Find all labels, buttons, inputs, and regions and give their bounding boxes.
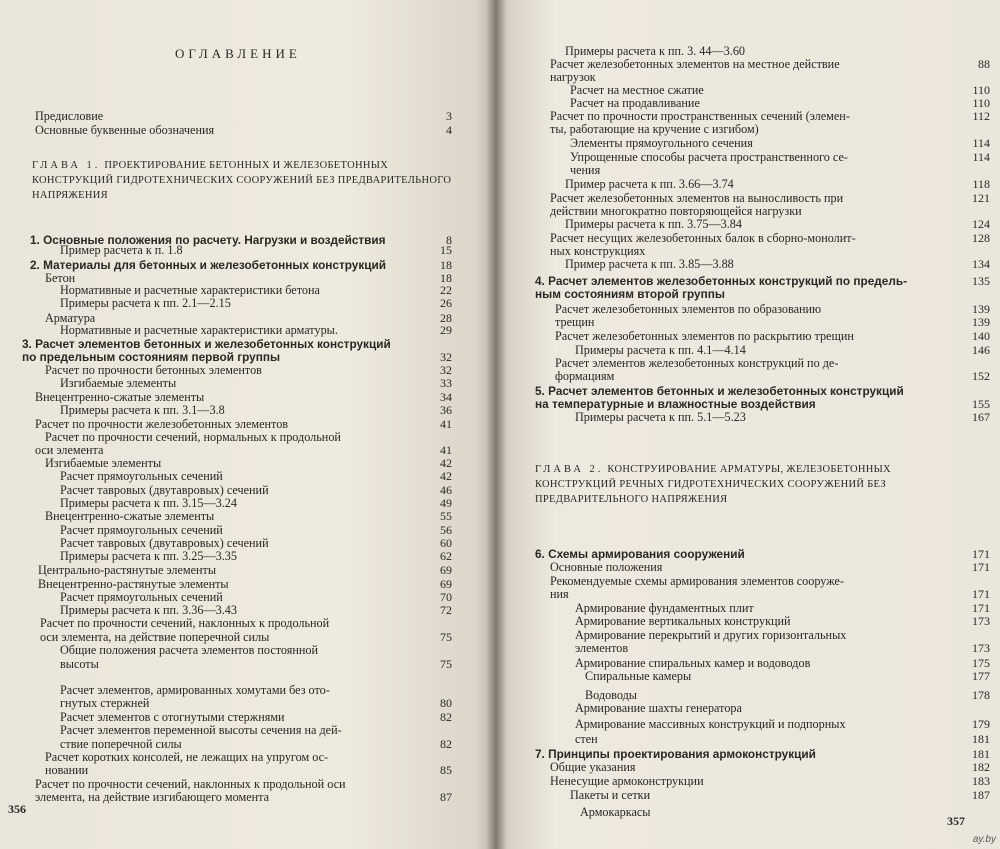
toc-entry-title: ным состояниям второй группы [535, 287, 725, 301]
toc-page-number: 85 [440, 763, 452, 777]
toc-page-number: 4 [446, 123, 452, 137]
toc-entry-title: Примеры расчета к пп. 3.36—3.43 [60, 603, 237, 617]
toc-entry-title: элемента, на действие изгибающего момента [35, 790, 270, 804]
toc-page-number: 134 [972, 257, 990, 271]
book-spine [486, 0, 506, 849]
toc-entry-title: нагрузок [550, 70, 596, 84]
toc-page-number: 114 [972, 136, 990, 150]
toc-entry-title: Внецентренно-растянутые элементы [38, 577, 229, 591]
toc-page-number: 46 [440, 483, 452, 497]
toc-entry-title: Нормативные и расчетные характеристики арматуры. [60, 323, 338, 337]
toc-entry-title: новании [45, 763, 89, 777]
toc-entry [565, 178, 734, 191]
toc-entry [580, 806, 651, 819]
toc-entry-title: 1. Основные положения по расчету. Нагрузки и воздействия [30, 233, 386, 247]
toc-page-number: 32 [440, 363, 452, 377]
toc-entry [555, 316, 594, 329]
toc-entry-title: Общие положения расчета элементов постоянной [60, 643, 319, 657]
toc-entry-title: Пример расчета к п. 1.8 [60, 243, 183, 257]
toc-entry [35, 110, 103, 123]
toc-page-number: 36 [440, 403, 452, 417]
toc-page-number: 146 [972, 343, 990, 357]
toc-entry [575, 642, 628, 655]
toc-entry [60, 724, 342, 737]
toc-entry [60, 658, 99, 671]
toc-page-number: 181 [972, 732, 990, 746]
toc-entry [550, 575, 844, 588]
toc-entry-title: Примеры расчета к пп. 3.25—3.35 [60, 549, 237, 563]
toc-entry-title: 2. Материалы для бетонных и железобетонных конструкций [30, 258, 387, 272]
toc-entry-title: Расчет по прочности железобетонных элементов [35, 417, 289, 431]
toc-page-number: 69 [440, 577, 452, 591]
toc-page-number: 75 [440, 630, 452, 644]
toc-entry-title: Расчет прямоугольных сечений [60, 523, 223, 537]
toc-page-number: 152 [972, 369, 990, 383]
toc-page-number: 87 [440, 790, 452, 804]
toc-page-number: 42 [440, 469, 452, 483]
toc-entry [30, 259, 386, 272]
toc-entry-title: формациям [555, 369, 615, 383]
toc-entry-title: Изгибаемые элементы [60, 376, 177, 390]
toc-page-number: 72 [440, 603, 452, 617]
chapter-2-text: КОНСТРУИРОВАНИЕ АРМАТУРЫ, ЖЕЛЕЗОБЕТОННЫХ КОНСТРУКЦИЙ РЕЧНЫХ ГИДРОТЕХНИЧЕСКИХ СООРУЖЕНИЙ БЕЗ ПРЕДВАРИТЕЛЬНОГО НАПРЯЖЕНИЯ [535, 464, 891, 505]
toc-entry-title: Примеры расчета к пп. 3. 44—3.60 [565, 44, 746, 58]
toc-entry-title: Расчет на продавливание [570, 96, 700, 110]
toc-entry-title: Расчет по прочности сечений, нормальных к продольной [45, 430, 341, 444]
toc-page-number: 55 [440, 509, 452, 523]
toc-entry-title: Примеры расчета к пп. 3.15—3.24 [60, 496, 237, 510]
toc-entry-title: Расчет тавровых (двутавровых) сечений [60, 483, 269, 497]
toc-page-number: 34 [440, 390, 452, 404]
toc-page-number: 135 [972, 274, 990, 288]
toc-page-number: 175 [972, 656, 990, 670]
chapter-1-label: ГЛАВА 1. [32, 160, 101, 171]
toc-entry [570, 137, 753, 150]
toc-entry-title: 4. Расчет элементов железобетонных конструкций по предель- [535, 274, 908, 288]
toc-page-number: 80 [440, 696, 452, 710]
toc-page-number: 183 [972, 774, 990, 788]
toc-entry-title: 7. Принципы проектирования армоконструкций [535, 747, 816, 761]
toc-page-number: 181 [972, 747, 990, 761]
toc-page-number: 3 [446, 109, 452, 123]
toc-entry-title: 6. Схемы армирования сооружений [535, 547, 745, 561]
toc-entry [550, 561, 662, 574]
toc-entry [40, 617, 329, 630]
toc-page-number: 124 [972, 217, 990, 231]
toc-entry-title: Спиральные камеры [585, 669, 692, 683]
toc-page-number: 121 [972, 191, 990, 205]
toc-entry-title: Расчет по прочности бетонных элементов [45, 363, 262, 377]
toc-entry [550, 123, 759, 136]
toc-entry [38, 564, 216, 577]
toc-entry-title: Примеры расчета к пп. 3.1—3.8 [60, 403, 225, 417]
toc-entry-title: оси элемента, на действие поперечной силы [40, 630, 270, 644]
toc-page-number: 82 [440, 710, 452, 724]
toc-entry-title: Примеры расчета к пп. 5.1—5.23 [575, 410, 746, 424]
toc-entry-title: на температурные и влажностные воздействия [535, 397, 816, 411]
toc-entry [565, 258, 734, 271]
toc-entry-title: Расчет железобетонных элементов на местное действие [550, 57, 840, 71]
toc-entry-title: Примеры расчета к пп. 4.1—4.14 [575, 343, 746, 357]
toc-entry-title: элементов [575, 641, 629, 655]
toc-entry-title: Нормативные и расчетные характеристики бетона [60, 283, 320, 297]
toc-entry-title: 5. Расчет элементов бетонных и железобетонных конструкций [535, 384, 904, 398]
toc-page-number: 15 [440, 243, 452, 257]
toc-page-number: 182 [972, 760, 990, 774]
toc-entry [535, 288, 725, 301]
toc-page-number: 112 [972, 109, 990, 123]
toc-entry [550, 775, 704, 788]
toc-page-number: 82 [440, 737, 452, 751]
chapter-1-heading [32, 158, 452, 203]
toc-entry [575, 733, 598, 746]
toc-entry-title: Расчет на местное сжатие [570, 83, 704, 97]
toc-page-number: 41 [440, 443, 452, 457]
toc-entry [60, 377, 176, 390]
toc-page-number: 179 [972, 717, 990, 731]
toc-page-number: 42 [440, 456, 452, 470]
toc-entry [60, 697, 149, 710]
toc-page-number: 41 [440, 417, 452, 431]
toc-page-number: 8 [446, 233, 452, 247]
toc-entry-title: Расчет прямоугольных сечений [60, 469, 223, 483]
toc-entry [60, 324, 338, 337]
toc-entry-title: Пример расчета к пп. 3.66—3.74 [565, 177, 734, 191]
toc-entry-title: Армирование вертикальных конструкций [575, 614, 791, 628]
chapter-2-heading [535, 462, 965, 507]
toc-entry [60, 297, 231, 310]
toc-page-number: 171 [972, 587, 990, 601]
toc-entry [575, 702, 742, 715]
toc-entry-title: Предисловие [35, 109, 104, 123]
page-title: ОГЛАВЛЕНИЕ [175, 46, 301, 61]
toc-entry [555, 330, 854, 343]
toc-page-number: 171 [972, 601, 990, 615]
toc-page-number: 69 [440, 563, 452, 577]
toc-entry-title: Основные положения [550, 560, 663, 574]
left-folio: 356 [8, 802, 26, 816]
toc-entry [60, 644, 318, 657]
toc-entry-title: трещин [555, 315, 595, 329]
toc-entry-title: Армирование массивных конструкций и подпорных [575, 717, 846, 731]
toc-entry [45, 510, 214, 523]
toc-entry [570, 164, 600, 177]
toc-page-number: 187 [972, 788, 990, 802]
toc-entry [575, 615, 791, 628]
toc-entry-title: 3. Расчет элементов бетонных и железобетонных конструкций [22, 337, 391, 351]
toc-entry-title: Основные буквенные обозначения [35, 123, 215, 137]
toc-page-number: 167 [972, 410, 990, 424]
toc-entry-title: Примеры расчета к пп. 3.75—3.84 [565, 217, 742, 231]
toc-entry-title: оси элемента [35, 443, 104, 457]
toc-page-number: 18 [440, 258, 452, 272]
toc-entry-title: Армирование перекрытий и других горизонтальных [575, 628, 847, 642]
toc-entry [60, 244, 183, 257]
toc-page-number: 110 [972, 83, 990, 97]
toc-entry [575, 718, 846, 731]
toc-entry-title: Арматура [45, 311, 96, 325]
toc-entry [35, 791, 269, 804]
toc-page-number: 28 [440, 311, 452, 325]
toc-page-number: 178 [972, 688, 990, 702]
toc-page-number: 75 [440, 657, 452, 671]
toc-page-number: 173 [972, 614, 990, 628]
toc-page-number: 118 [972, 177, 990, 191]
toc-entry [550, 761, 635, 774]
chapter-1-text: ПРОЕКТИРОВАНИЕ БЕТОННЫХ И ЖЕЛЕЗОБЕТОННЫХ КОНСТРУКЦИЙ ГИДРОТЕХНИЧЕСКИХ СООРУЖЕНИЙ БЕЗ ПРЕДВАРИТЕЛЬНОГО НАПРЯЖЕНИЯ [32, 160, 452, 201]
toc-page-number: 177 [972, 669, 990, 683]
toc-entry-title: Расчет элементов, армированных хомутами без ото- [60, 683, 330, 697]
toc-page-number: 33 [440, 376, 452, 390]
toc-page-number: 110 [972, 96, 990, 110]
toc-entry-title: Пакеты и сетки [570, 788, 651, 802]
toc-entry-title: Пример расчета к пп. 3.85—3.88 [565, 257, 734, 271]
chapter-2-label: ГЛАВА 2. [535, 464, 604, 475]
toc-entry-title: по предельным состояниям первой группы [22, 350, 281, 364]
toc-entry [570, 789, 650, 802]
toc-entry [555, 303, 821, 316]
watermark: ay.by [972, 834, 996, 845]
toc-entry-title: стен [575, 732, 598, 746]
toc-entry-title: Армирование шахты генератора [575, 701, 742, 715]
toc-page-number: 128 [972, 231, 990, 245]
toc-entry-title: Расчет несущих железобетонных балок в сборно-монолит- [550, 231, 856, 245]
toc-page-number: 114 [972, 150, 990, 164]
toc-page-number: 171 [972, 547, 990, 561]
toc-entry-title: гнутых стержней [60, 696, 150, 710]
toc-entry [570, 151, 848, 164]
toc-entry [575, 411, 746, 424]
toc-entry-title: Армокаркасы [580, 805, 651, 819]
toc-entry-title: Примеры расчета к пп. 2.1—2.15 [60, 296, 231, 310]
toc-entry-title: Армирование спиральных камер и водоводов [575, 656, 811, 670]
toc-entry [60, 550, 237, 563]
toc-page-number: 155 [972, 397, 990, 411]
toc-entry-title: Центрально-растянутые элементы [38, 563, 217, 577]
toc-page-number: 62 [440, 549, 452, 563]
toc-page-number: 56 [440, 523, 452, 537]
toc-entry-title: Рекомендуемые схемы армирования элементов сооруже- [550, 574, 844, 588]
toc-entry-title: ния [550, 587, 569, 601]
right-page [495, 0, 1000, 849]
toc-entry-title: Внецентренно-сжатые элементы [45, 509, 215, 523]
toc-entry-title: Расчет железобетонных элементов по образованию [555, 302, 822, 316]
toc-page-number: 22 [440, 283, 452, 297]
toc-entry-title: действии многократно повторяющейся нагрузки [550, 204, 802, 218]
toc-entry-title: Расчет элементов переменной высоты сечения на дей- [60, 723, 342, 737]
toc-entry-title: Общие указания [550, 760, 636, 774]
toc-page-number: 88 [978, 57, 990, 71]
toc-entry-title: Изгибаемые элементы [45, 456, 162, 470]
toc-entry-title: Упрощенные способы расчета пространственного се- [570, 150, 848, 164]
toc-page-number: 70 [440, 590, 452, 604]
toc-page-number: 139 [972, 302, 990, 316]
toc-entry-title: Ненесущие армоконструкции [550, 774, 704, 788]
toc-entry-title: Водоводы [585, 688, 637, 702]
toc-entry-title: высоты [60, 657, 99, 671]
toc-entry-title: Бетон [45, 271, 76, 285]
right-folio: 357 [947, 814, 965, 828]
toc-entry [35, 124, 214, 137]
toc-page-number: 26 [440, 296, 452, 310]
left-page [0, 0, 495, 849]
toc-entry-title: Внецентренно-сжатые элементы [35, 390, 205, 404]
toc-page-number: 32 [440, 350, 452, 364]
toc-entry-title: Расчет железобетонных элементов на выносливость при [550, 191, 844, 205]
toc-entry [555, 370, 614, 383]
toc-entry-title: Расчет элементов железобетонных конструкций по де- [555, 356, 839, 370]
toc-entry-title: чения [570, 163, 601, 177]
toc-entry-title: Расчет по прочности пространственных сечений (элемен- [550, 109, 850, 123]
toc-page-number: 49 [440, 496, 452, 510]
toc-entry-title: ты, работающие на кручение с изгибом) [550, 122, 759, 136]
toc-entry-title: Расчет тавровых (двутавровых) сечений [60, 536, 269, 550]
toc-entry-title: Расчет по прочности сечений, наклонных к продольной [40, 616, 330, 630]
toc-entry-title: Расчет коротких консолей, не лежащих на упругом ос- [45, 750, 329, 764]
toc-page-number: 139 [972, 315, 990, 329]
toc-page-number: 140 [972, 329, 990, 343]
toc-page-number: 18 [440, 271, 452, 285]
toc-entry-title: Расчет прямоугольных сечений [60, 590, 223, 604]
toc-page-number: 29 [440, 323, 452, 337]
toc-page-number: 171 [972, 560, 990, 574]
toc-entry-title: Расчет железобетонных элементов по раскрытию трещин [555, 329, 854, 343]
toc-entry [565, 218, 742, 231]
toc-entry-title: Элементы прямоугольного сечения [570, 136, 753, 150]
toc-entry-title: Расчет по прочности сечений, наклонных к продольной оси [35, 777, 346, 791]
toc-entry [585, 670, 691, 683]
toc-entry-title: Расчет элементов с отогнутыми стержнями [60, 710, 285, 724]
toc-entry [60, 404, 225, 417]
toc-entry-title: ствие поперечной силы [60, 737, 182, 751]
toc-page-number: 60 [440, 536, 452, 550]
toc-entry [550, 588, 569, 601]
toc-entry-title: Армирование фундаментных плит [575, 601, 754, 615]
toc-page-number: 173 [972, 641, 990, 655]
toc-entry [60, 470, 223, 483]
toc-entry [45, 764, 88, 777]
toc-entry-title: ных конструкциях [550, 244, 646, 258]
